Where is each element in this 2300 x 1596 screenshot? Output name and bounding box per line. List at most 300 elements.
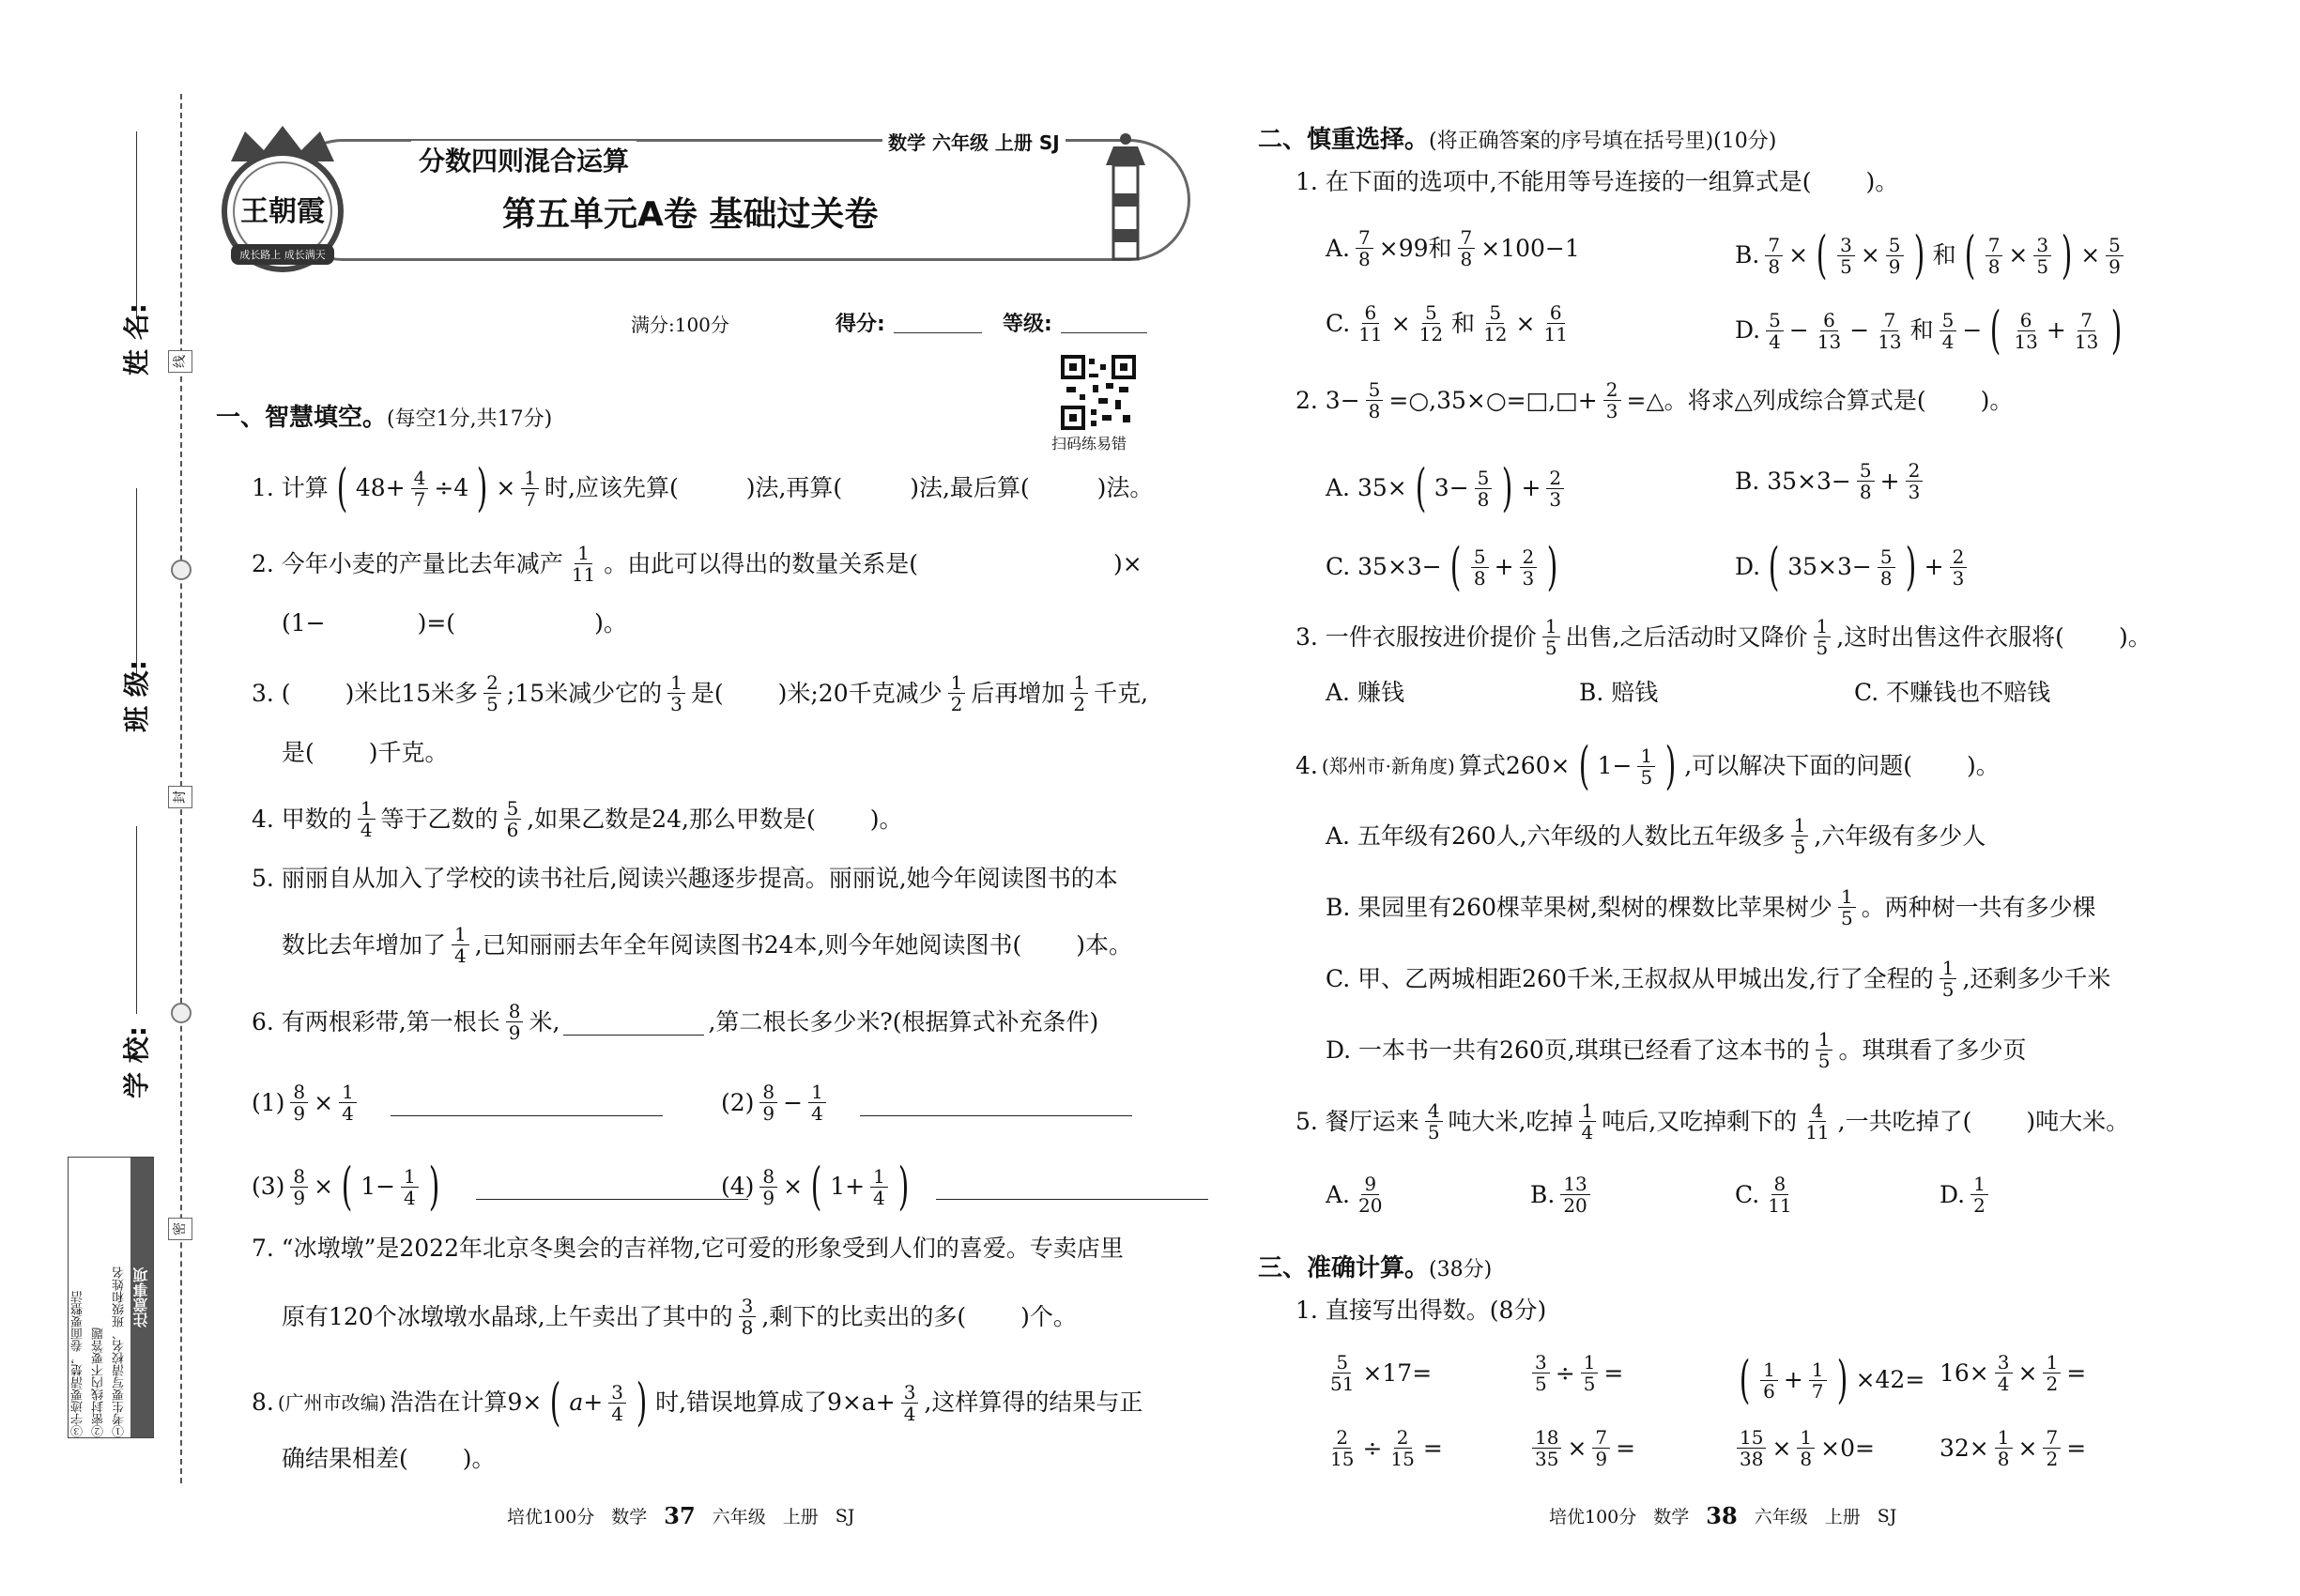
num: 1 <box>452 924 469 945</box>
num: 5 <box>1471 546 1489 568</box>
op: − <box>1849 316 1870 344</box>
den: 38 <box>1740 1448 1764 1470</box>
paren-close: ) <box>897 1157 910 1216</box>
den: 5 <box>1427 1121 1440 1143</box>
q2-2-B[interactable] <box>1735 460 1924 502</box>
option-label: A. <box>1326 234 1351 262</box>
q2-2-D[interactable] <box>1735 539 1969 595</box>
den: 2 <box>1073 693 1086 715</box>
num: 1 <box>521 468 539 489</box>
den: 9 <box>293 1102 306 1125</box>
fraction <box>2033 235 2051 277</box>
option-label: B. <box>1530 1180 1556 1208</box>
den: 7 <box>413 487 426 511</box>
num: 1 <box>1581 1352 1599 1373</box>
den: 6 <box>506 819 519 841</box>
q1-7-cont <box>282 1296 1077 1338</box>
notice-2: ②密封线内不要答题 <box>92 1327 106 1437</box>
num: 2 <box>1394 1427 1412 1449</box>
paren-close: ) <box>2111 300 2123 360</box>
num: 2 <box>1520 546 1538 568</box>
den: 5 <box>2036 254 2049 278</box>
calc-3 <box>1735 1352 1924 1408</box>
q1-6-e3 <box>252 1159 748 1215</box>
num: 1 <box>1970 1174 1988 1195</box>
q1-6 <box>252 1001 1098 1043</box>
option-a: A. 赚钱 <box>1326 679 1404 706</box>
num: 18 <box>1532 1427 1561 1449</box>
paren-close: ) <box>476 458 488 517</box>
paren-close: ) <box>1836 1350 1848 1409</box>
option-text: 。两种树一共有多少棵 <box>1861 893 2096 921</box>
num: 1 <box>2043 1352 2061 1373</box>
paren-close: ) <box>1905 537 1916 596</box>
q2-4-A[interactable] <box>1326 815 1986 857</box>
full-score: 满分:100分 <box>631 314 729 336</box>
den: 4 <box>454 944 467 967</box>
q2-1 <box>1296 165 1898 199</box>
fraction <box>759 1166 777 1208</box>
q1-7-text-a: 7. “冰墩墩”是2022年北京冬奥会的吉祥物,它可爱的形象受到人们的喜爱。专卖店里 <box>252 1235 1124 1262</box>
q1-3 <box>252 672 1148 714</box>
num: 1 <box>948 672 966 694</box>
den: 3 <box>1605 400 1618 422</box>
paren-open: ( <box>1739 1350 1751 1409</box>
fraction <box>1542 616 1560 658</box>
op: × <box>1390 309 1411 337</box>
fraction <box>1940 310 1957 352</box>
paren-open: ( <box>336 458 348 517</box>
fraction <box>870 1166 888 1208</box>
num: 5 <box>1475 468 1493 489</box>
option-text: ,六年级有多少人 <box>1814 821 1986 850</box>
den: 5 <box>1640 765 1653 789</box>
answer-line[interactable] <box>936 1174 1208 1200</box>
fraction <box>1425 1100 1443 1143</box>
q2-3-A[interactable] <box>1326 676 1404 710</box>
num: 1 <box>1579 1100 1597 1122</box>
q1-3-text-d: 是( <box>690 679 724 707</box>
op: × <box>1567 1434 1587 1462</box>
section2-heading: 二、慎重选择。 <box>1258 126 1430 154</box>
class-line <box>136 488 137 676</box>
op: 35×3− <box>1787 553 1872 580</box>
fraction <box>483 672 501 714</box>
qr-code-icon[interactable] <box>1061 355 1136 430</box>
q1-1-text-c: ÷4 <box>434 474 469 501</box>
footer-edition: SJ <box>835 1505 855 1527</box>
den: 11 <box>1805 1121 1830 1143</box>
q2-5-D[interactable] <box>1940 1174 1990 1216</box>
den: 5 <box>1816 637 1829 659</box>
paren-open: ( <box>1449 537 1462 596</box>
q1-6-text-a: 6. 有两根彩带,第一根长 <box>252 1007 500 1036</box>
option-label: D. <box>1940 1180 1966 1208</box>
fraction <box>2072 310 2101 352</box>
grade-field[interactable] <box>1061 332 1147 333</box>
q2-3 <box>1296 616 2152 658</box>
answer-line[interactable] <box>860 1090 1132 1116</box>
q1-6-text-c: ,第二根长多少米?(根据算式补充条件) <box>708 1007 1099 1036</box>
name-line <box>136 131 137 319</box>
fraction <box>1388 1427 1417 1469</box>
den: 8 <box>1987 254 2001 278</box>
den: 12 <box>1483 323 1508 345</box>
q1-6-e2 <box>721 1082 1132 1124</box>
q1-1-text-a: 1. 计算 <box>252 474 329 501</box>
q1-7-text-d: )个。 <box>1020 1302 1077 1330</box>
paren-open: ( <box>810 1157 822 1216</box>
q2-1-end: )。 <box>1865 168 1899 195</box>
fraction <box>667 672 685 714</box>
q1-2-text-a: 2. 今年小麦的产量比去年减产 <box>252 549 563 577</box>
num: 4 <box>1425 1100 1443 1122</box>
q2-1-B[interactable] <box>1735 227 2125 284</box>
section3-title <box>1258 1249 1492 1283</box>
fraction <box>1814 616 1832 658</box>
den: 15 <box>1390 1448 1415 1470</box>
option-text: A. 五年级有260人,六年级的人数比五年级多 <box>1326 821 1786 850</box>
option-text: B. 果园里有260棵苹果树,梨树的棵数比苹果树少 <box>1326 893 1832 921</box>
footer-left <box>507 1502 854 1529</box>
paren-close: ) <box>1502 458 1513 517</box>
fraction <box>1637 745 1655 788</box>
paren-open: ( <box>1415 458 1427 517</box>
den: 9 <box>2108 254 2121 278</box>
den: 20 <box>1358 1194 1383 1217</box>
num: 3 <box>901 1382 919 1404</box>
calc-text: = <box>2066 1434 2087 1462</box>
option-label: D. <box>1735 553 1761 580</box>
den: 8 <box>1358 248 1371 270</box>
q2-4-text-a: 4. <box>1296 752 1318 779</box>
num: 2 <box>1603 379 1621 401</box>
q1-8-text-b: 浩浩在计算9× <box>390 1389 543 1416</box>
class-label: 班 级: <box>121 660 152 732</box>
fraction <box>1950 546 1968 589</box>
q2-2-A[interactable] <box>1326 460 1566 516</box>
num: 3 <box>1995 1352 2013 1373</box>
num: 3 <box>2033 235 2051 256</box>
op: × <box>2017 1358 2038 1387</box>
calc-2 <box>1530 1352 1623 1394</box>
calc-text: = <box>1603 1358 1624 1387</box>
calc-5 <box>1326 1427 1443 1469</box>
footer-brand: 培优100分 <box>507 1507 595 1527</box>
page-number: 37 <box>664 1502 696 1529</box>
fraction <box>1940 958 1957 1000</box>
calc-text: 32× <box>1940 1434 1989 1462</box>
den: 2 <box>2046 1448 2059 1470</box>
meta-label: 数学 六年级 上册 SJ <box>882 128 1066 155</box>
fraction <box>1797 1427 1815 1469</box>
den: 13 <box>1817 330 1842 353</box>
num: 7 <box>1592 1427 1610 1449</box>
paren-close: ) <box>1913 225 1924 284</box>
grade-label: 等级: <box>1003 313 1052 336</box>
den: 3 <box>1908 481 1921 503</box>
footer-volume: 上册 <box>1824 1507 1861 1527</box>
paren-close: ) <box>1664 736 1677 795</box>
fraction <box>2043 1427 2061 1469</box>
num: 1 <box>1070 672 1088 694</box>
num: 8 <box>759 1082 777 1103</box>
op: ÷ <box>1362 1434 1383 1462</box>
section2-note: (将正确答案的序号填在括号里)(10分) <box>1429 130 1777 153</box>
fraction <box>2106 235 2124 277</box>
option-text: D. 一本书一共有260页,琪琪已经看了这本书的 <box>1326 1036 1810 1064</box>
num: 4 <box>1809 1100 1827 1122</box>
footer-volume: 上册 <box>782 1507 819 1527</box>
q2-5-A[interactable] <box>1326 1174 1387 1216</box>
den: 51 <box>1330 1373 1355 1395</box>
den: 8 <box>1460 248 1473 270</box>
fraction <box>1560 1174 1589 1216</box>
q1-2-cont <box>282 606 627 640</box>
calc-7 <box>1735 1427 1875 1469</box>
q2-3-B[interactable] <box>1579 676 1658 710</box>
footer-subject: 数学 <box>611 1507 648 1527</box>
op: 和 <box>1909 316 1934 344</box>
q1-3-text-e: )米;20千克减少 <box>777 679 943 707</box>
fraction <box>1327 1352 1357 1394</box>
op: + <box>1521 474 1541 501</box>
option-label: C. <box>1326 309 1351 337</box>
q1-2-text-d: (1− <box>282 609 326 637</box>
q1-4 <box>252 798 903 840</box>
q2-3-text-b: 出售,之后活动时又降价 <box>1565 622 1808 651</box>
op: × <box>2008 241 2029 269</box>
op: 1− <box>360 1173 396 1200</box>
q1-3-cont <box>282 736 449 770</box>
q2-4-D[interactable] <box>1326 1029 2026 1071</box>
fraction <box>1995 1352 2013 1394</box>
q1-3-text-h: 是( <box>282 739 314 766</box>
q2-1-stem: 1. 在下面的选项中,不能用等号连接的一组算式是( <box>1296 168 1812 195</box>
score-field[interactable] <box>894 332 982 333</box>
q1-8-cont <box>282 1442 496 1476</box>
q1-8-text-f: 确结果相差( <box>282 1445 408 1472</box>
option-c: C. 不赚钱也不赔钱 <box>1854 679 2051 706</box>
num: 4 <box>411 468 429 489</box>
q3-1-text: 1. 直接写出得数。(8分) <box>1296 1297 1547 1324</box>
num: 1 <box>1940 958 1957 979</box>
fraction <box>1837 235 1855 277</box>
den: 7 <box>1811 1379 1824 1403</box>
num: 1 <box>1542 616 1560 637</box>
num: 5 <box>1366 379 1384 401</box>
option-label: B. <box>1735 241 1760 269</box>
num: 7 <box>2078 310 2095 331</box>
fraction <box>1857 460 1875 502</box>
fraction <box>1986 235 2003 277</box>
num: 6 <box>1362 302 1380 324</box>
sub-label: (4) <box>721 1173 755 1200</box>
den: 8 <box>1473 566 1486 590</box>
den: 11 <box>571 563 596 586</box>
num: 9 <box>1361 1174 1379 1195</box>
num: 2 <box>1906 460 1924 482</box>
num: 1 <box>1816 1029 1833 1051</box>
op: × <box>1771 1434 1792 1462</box>
q1-6-e1 <box>252 1082 663 1124</box>
op: + <box>1783 1366 1803 1393</box>
q2-2-text-d: )。 <box>1980 386 2014 414</box>
q1-1-text-d: × <box>496 474 516 501</box>
fraction <box>1480 302 1510 345</box>
num: 6 <box>1820 310 1838 331</box>
q1-3-text-g: 千克, <box>1094 679 1149 707</box>
fraction <box>569 543 598 585</box>
fraction <box>1878 546 1895 589</box>
den: 3 <box>670 693 682 715</box>
q2-2 <box>1296 379 2013 422</box>
q2-5 <box>1296 1100 2129 1143</box>
op: × <box>1788 241 1809 269</box>
fraction <box>290 1166 308 1208</box>
fraction <box>1532 1352 1550 1394</box>
num: 2 <box>483 672 501 694</box>
fraction <box>1520 546 1538 589</box>
section1-heading: 一、智慧填空。 <box>216 404 388 432</box>
calc-text: = <box>1616 1434 1636 1462</box>
fraction <box>504 798 522 840</box>
q2-3-C[interactable] <box>1854 676 2050 710</box>
q2-4-C[interactable] <box>1326 958 2110 1000</box>
fraction <box>1886 235 1904 277</box>
den: 4 <box>360 819 373 841</box>
q1-8-text-d: 时,错误地算成了9×a+ <box>655 1389 896 1416</box>
num: 1 <box>575 543 592 564</box>
op: × <box>783 1173 804 1200</box>
den: 7 <box>524 487 537 511</box>
paren-close: ) <box>2061 225 2073 284</box>
op: − <box>783 1088 804 1116</box>
fraction <box>1765 1174 1794 1216</box>
op: × <box>2017 1434 2038 1462</box>
calc-text: ×42= <box>1855 1366 1925 1393</box>
q2-2-text-c: =△。将求△列成综合算式是( <box>1626 386 1926 414</box>
q2-1-D[interactable] <box>1735 302 2126 359</box>
fraction <box>452 924 469 966</box>
den: 5 <box>1793 836 1806 858</box>
num: 1 <box>1814 616 1832 637</box>
den: 4 <box>1769 330 1781 353</box>
num: 5 <box>1940 310 1957 331</box>
op: − <box>1962 316 1983 344</box>
fraction <box>1766 310 1784 352</box>
footer-grade: 六年级 <box>712 1507 766 1527</box>
q2-4-text-d: ,可以解决下面的问题( <box>1684 752 1912 779</box>
num: 7 <box>1765 235 1783 256</box>
num: 3 <box>1532 1352 1550 1373</box>
den: 3 <box>1549 487 1562 511</box>
op: × <box>314 1173 334 1200</box>
den: 4 <box>873 1186 885 1209</box>
q2-1-A[interactable] <box>1326 227 1580 269</box>
num: 7 <box>1356 227 1373 249</box>
fraction <box>1809 1359 1827 1402</box>
footer-brand: 培优100分 <box>1549 1507 1637 1527</box>
den: 9 <box>762 1186 775 1209</box>
num: 15 <box>1737 1427 1766 1449</box>
fraction <box>1815 310 1844 352</box>
num: 13 <box>1560 1174 1589 1195</box>
q2-2-C[interactable] <box>1326 539 1562 595</box>
num: 5 <box>1333 1352 1351 1373</box>
q1-8-text-c: a+ <box>569 1389 604 1416</box>
num: 1 <box>1760 1359 1778 1381</box>
answer-line[interactable] <box>391 1090 663 1116</box>
q2-5-B[interactable] <box>1530 1174 1592 1216</box>
den: 8 <box>1477 487 1490 511</box>
q2-5-text-c: 吨后,又吃掉剩下的 <box>1602 1107 1798 1135</box>
op: × <box>314 1088 334 1116</box>
option-label: A. <box>1326 1180 1351 1208</box>
seal-mark-bot: 密 <box>168 1218 192 1240</box>
name-label: 姓 名: <box>121 303 152 376</box>
q1-1-text-h: )法。 <box>1096 474 1154 501</box>
op: × <box>1860 241 1880 269</box>
fraction <box>1356 302 1385 345</box>
q1-4-text-c: ,如果乙数是24,那么甲数是( <box>527 805 816 833</box>
q1-1-text-f: )法,再算( <box>745 474 843 501</box>
den: 4 <box>342 1102 354 1125</box>
den: 13 <box>2014 330 2038 353</box>
school-line <box>136 826 137 1014</box>
option-text: ×100−1 <box>1480 234 1580 262</box>
fraction <box>1327 1427 1357 1469</box>
q2-1-C[interactable] <box>1326 302 1572 345</box>
den: 12 <box>1418 323 1444 345</box>
fraction <box>1592 1427 1610 1469</box>
q2-5-text-a: 5. 餐厅运来 <box>1296 1107 1419 1135</box>
num: 2 <box>1333 1427 1351 1449</box>
condition-blank[interactable] <box>563 1009 704 1036</box>
q2-4-B[interactable] <box>1326 886 2096 928</box>
section1-note: (每空1分,共17分) <box>387 407 553 431</box>
q2-2-text-b: =○,35×○=□,□+ <box>1388 386 1598 414</box>
num: 8 <box>759 1166 777 1188</box>
q2-5-text-d: ,一共吃掉了( <box>1837 1107 1972 1135</box>
school-label: 学 校: <box>121 1026 152 1098</box>
seal-mark-top: 线 <box>168 350 192 373</box>
den: 8 <box>741 1316 754 1339</box>
q1-5-text-c: ,已知丽丽去年全年阅读图书24本,则今年她阅读图书( <box>474 930 1022 959</box>
den: 9 <box>1595 1448 1608 1470</box>
footer-grade: 六年级 <box>1754 1507 1808 1527</box>
num: 7 <box>1986 235 2003 256</box>
num: 1 <box>808 1082 826 1103</box>
q1-8 <box>252 1374 1142 1431</box>
q1-8-text-g: )。 <box>462 1445 496 1472</box>
section3-heading: 三、准确计算。 <box>1258 1254 1430 1282</box>
q3-1-stem <box>1296 1294 1546 1327</box>
q2-5-text-b: 吨大米,吃掉 <box>1448 1107 1573 1135</box>
den: 4 <box>1581 1121 1594 1143</box>
den: 20 <box>1563 1194 1587 1217</box>
fraction <box>739 1296 757 1338</box>
fraction <box>521 468 539 510</box>
answer-line[interactable] <box>476 1174 748 1200</box>
op: + <box>1879 467 1900 495</box>
fraction <box>411 468 429 510</box>
calc-8 <box>1940 1427 2086 1469</box>
fraction <box>1070 672 1088 714</box>
q2-5-C[interactable] <box>1735 1174 1797 1216</box>
q1-8-source: (广州市改编) <box>277 1391 387 1414</box>
op: 和 <box>1932 241 1956 269</box>
